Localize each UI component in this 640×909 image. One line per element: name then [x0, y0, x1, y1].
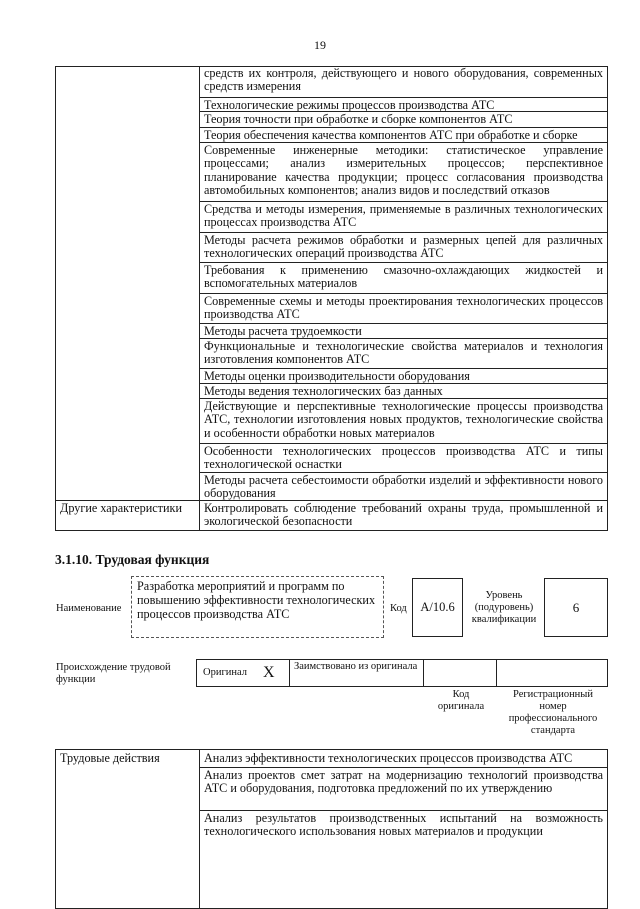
table-row: Методы расчета трудоемкости	[200, 323, 607, 338]
original-label: Оригинал	[203, 667, 247, 678]
page-number: 19	[314, 38, 326, 52]
section-title: 3.1.10. Трудовая функция	[55, 552, 210, 567]
other-characteristics-label: Другие характеристики	[60, 501, 182, 515]
name-label: Наименование	[56, 603, 122, 614]
table-row: Методы оценки производительности оборудования	[200, 368, 607, 383]
code-label: Код	[390, 603, 407, 614]
table-row: Современные инженерные методики: статистическое управление процессами; анализ измерительных процессов; перспективное планирование качества продукции; процесс согласования производства автомобильных компонентов; анализ видов и последствий отказов	[200, 142, 607, 201]
table-row: Требования к применению смазочно-охлаждающих жидкостей и вспомогательных материалов	[200, 262, 607, 293]
origin-divider-3	[496, 659, 497, 687]
origin-divider-2	[423, 659, 424, 687]
origin-label: Происхождение трудовой функции	[56, 662, 171, 685]
table-row: Теория точности при обработке и сборке компонентов АТС	[200, 111, 607, 127]
labor-actions-label: Трудовые действия	[60, 751, 160, 765]
table-row: средств их контроля, действующего и нового оборудования, современных средств измерения	[204, 66, 603, 94]
table-row: Современные схемы и методы проектирования технологических процессов производства АТС	[200, 293, 607, 323]
table-row: Методы расчета себестоимости обработки изделий и эффективности нового оборудования	[200, 472, 607, 500]
table-row: Анализ результатов производственных испытаний на возможность технологического использования новых материалов и продукции	[200, 810, 607, 860]
code-value: А/10.6	[420, 600, 455, 614]
qualification-level-value: 6	[572, 600, 580, 615]
table-row: Средства и методы измерения, применяемые в различных технологических процессах производства АТС	[200, 201, 607, 232]
table-row: Действующие и перспективные технологические процессы производства АТС, технологии изготовления новых продуктов, технологические свойства и особенности обработки новых материалов	[200, 398, 607, 443]
table-row: Методы расчета режимов обработки и размерных цепей для различных технологических операций производства АТС	[200, 232, 607, 262]
table-row: Особенности технологических процессов производства АТС и типы технологической оснастки	[200, 443, 607, 472]
original-checkmark: X	[263, 664, 275, 681]
registration-number-caption: Регистрационный номер профессионального стандарта	[508, 689, 598, 736]
table-row: Технологические режимы процессов производства АТС	[200, 97, 607, 111]
table-row: Анализ эффективности технологических процессов производства АТС	[204, 751, 573, 765]
table-row: Контролировать соблюдение требований охраны труда, промышленной и экологической безопасности	[200, 500, 607, 531]
table-row: Анализ проектов смет затрат на модернизацию технологий производства АТС и оборудования, подготовка предложений по их утверждению	[200, 767, 607, 810]
borrowed-label: Заимствовано из оригинала	[294, 661, 418, 672]
qualification-level-label: Уровень (подуровень) квалификации	[471, 590, 537, 625]
table-row: Теория обеспечения качества компонентов АТС при обработке и сборке	[200, 127, 607, 142]
origin-divider-1	[289, 659, 290, 687]
name-value: Разработка мероприятий и программ по повышению эффективности технологических процессов производства АТС	[137, 579, 376, 621]
table-row: Методы ведения технологических баз данных	[200, 383, 607, 398]
code-original-caption: Код оригинала	[437, 689, 485, 712]
table-row: Функциональные и технологические свойства материалов и технология изготовления компонентов АТС	[200, 338, 607, 368]
